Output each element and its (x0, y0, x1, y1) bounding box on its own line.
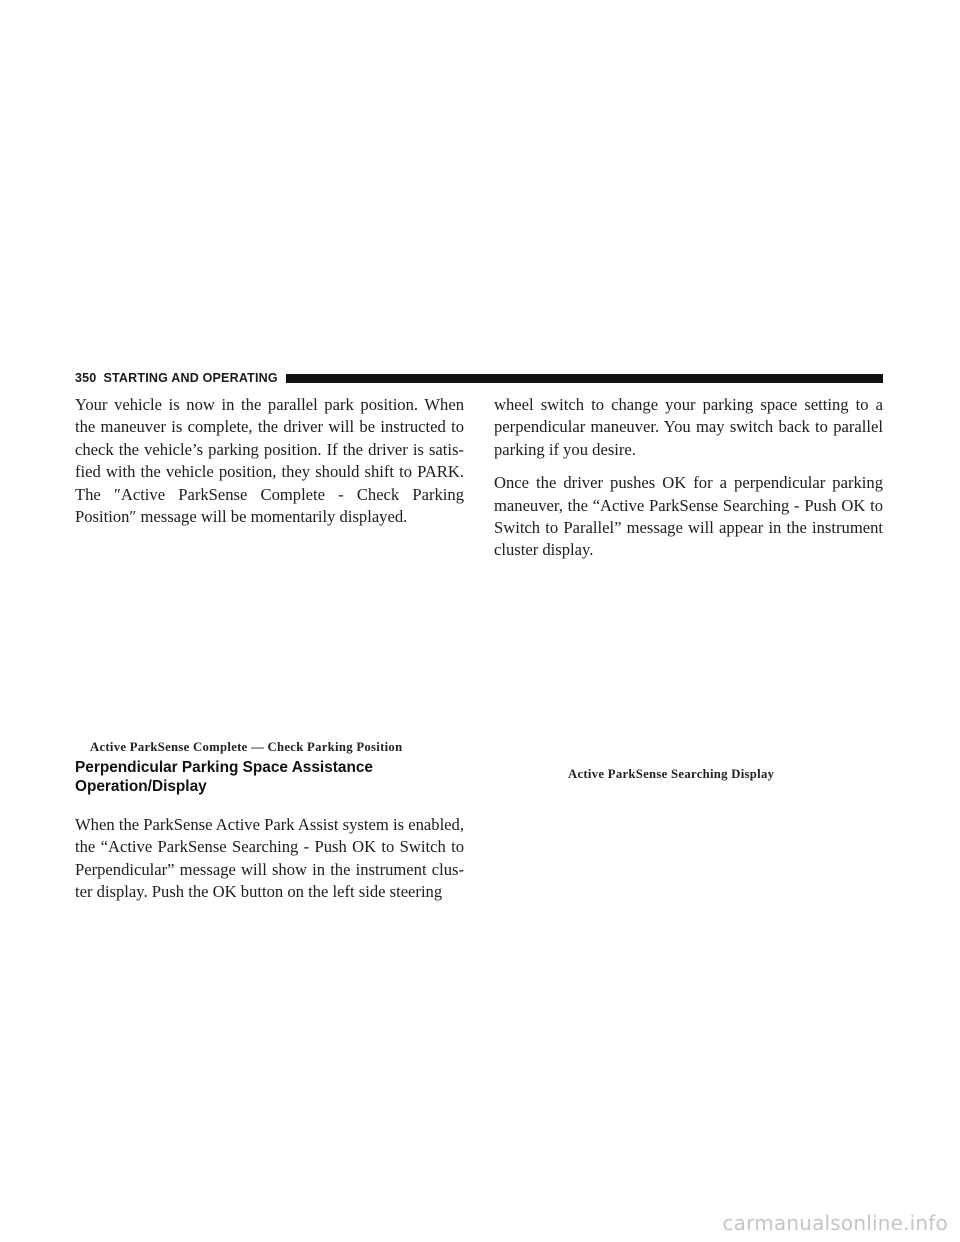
right-column (494, 394, 883, 562)
figure-caption-searching: Active ParkSense Searching Display (568, 767, 775, 781)
left-paragraph-2: When the ParkSense Active Park Assist system is enabled, the “Active ParkSense Searching - Push OK to Switch to Perpendicular” message will show in the instrument cluster display. Push the OK button on the left side steering (75, 815, 464, 902)
section-title: STARTING AND OPERATING (103, 371, 278, 385)
page-header (75, 371, 883, 385)
left-paragraph-1: Your vehicle is now in the parallel park position. When the maneuver is complete, the driver will be instructed to check the vehicle’s parking position. If the driver is satisfied with the vehicle position, they should shift to PARK. The ″Active ParkSense Complete - Check Parking Position″ message will be momentarily displayed. (75, 395, 464, 527)
section-heading: Perpendicular Parking Space Assistance Operation/Display (75, 759, 373, 795)
right-paragraph-1: wheel switch to change your parking space setting to a perpendicular maneuver. You may switch back to parallel parking if you desire. (494, 395, 883, 459)
left-column (75, 394, 464, 528)
left-column-lower (75, 814, 464, 904)
figure-caption-complete: Active ParkSense Complete — Check Parking Position (90, 740, 403, 754)
page-number: 350 (75, 371, 97, 385)
watermark: carmanualsonline.info (722, 1211, 948, 1235)
right-paragraph-2: Once the driver pushes OK for a perpendicular parking maneuver, the “Active ParkSense Searching - Push OK to Switch to Parallel” message will appear in the instrument cluster display. (494, 473, 883, 560)
header-rule (286, 374, 883, 383)
